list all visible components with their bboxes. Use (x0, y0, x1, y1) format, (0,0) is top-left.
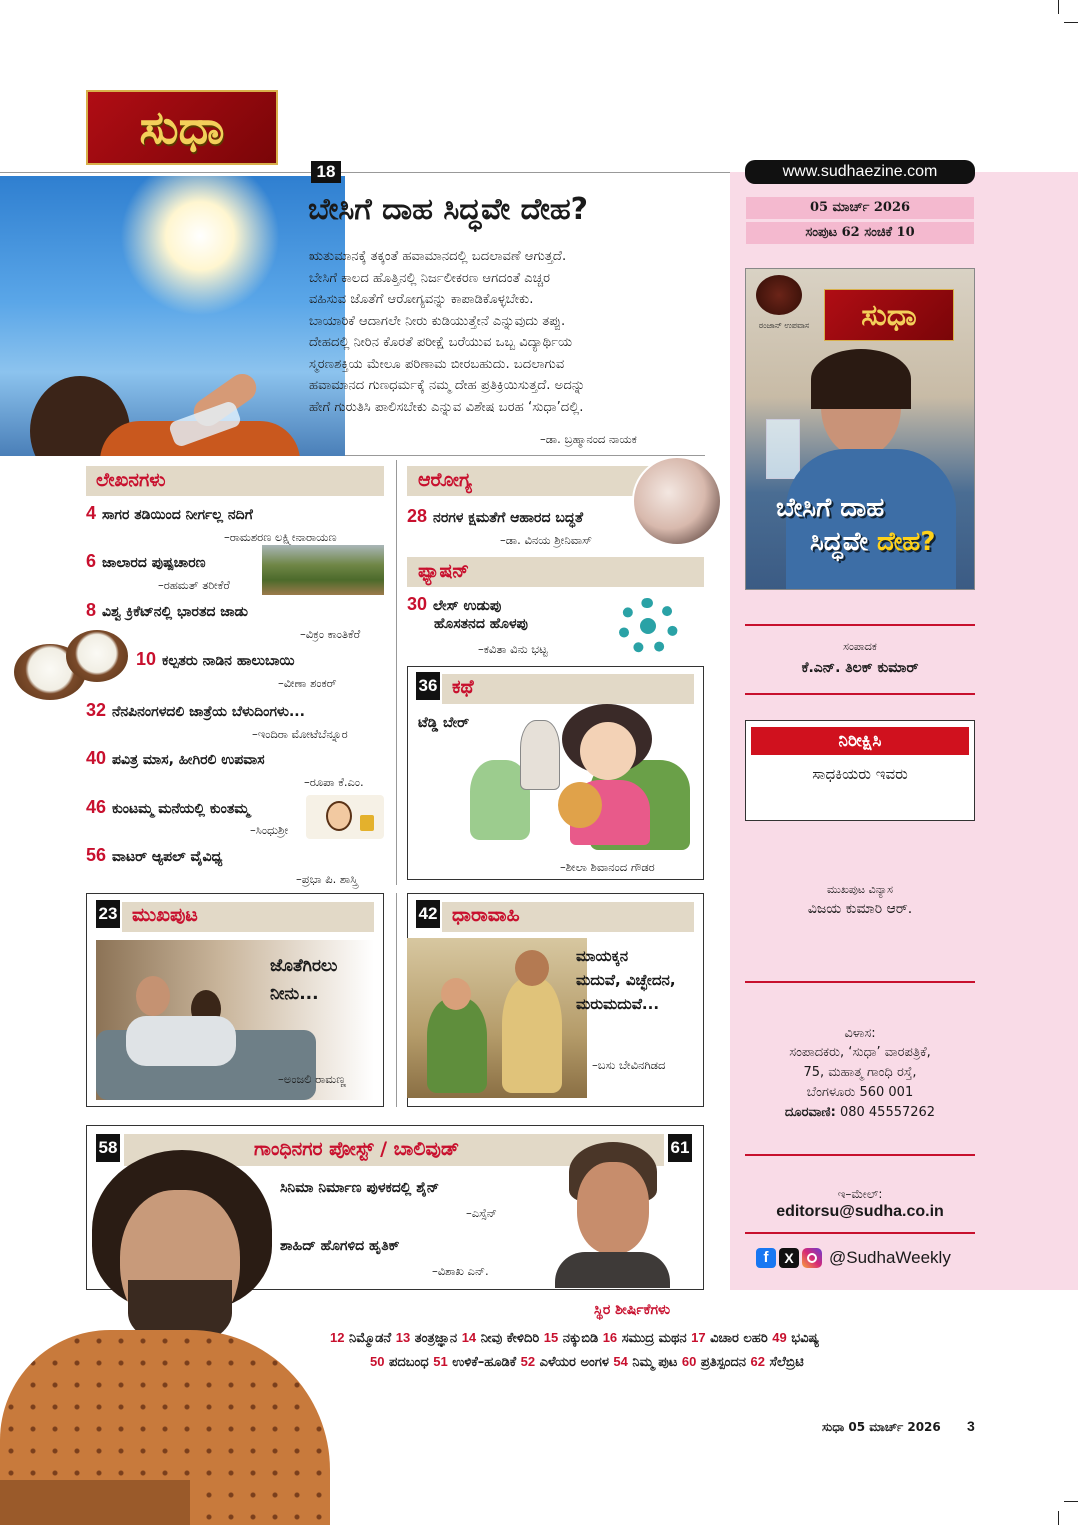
article-author: –ರೂಪಾ ಕೆ.ಎಂ. (304, 775, 364, 789)
upcoming-title: ನಿರೀಕ್ಷಿಸಿ (751, 727, 969, 755)
cover-headline-2a: ಸಿದ್ಧವೇ (810, 527, 877, 557)
article-author: –ಎಸ್ಸೆನ್ (466, 1206, 497, 1220)
crop-mark (1058, 1511, 1059, 1525)
page-number: 6 (86, 551, 97, 571)
page-number: 28 (407, 506, 428, 526)
crop-mark (1064, 22, 1078, 23)
page-number: 56 (86, 845, 107, 865)
cinema-item[interactable]: ಸಿನಿಮಾ ನಿರ್ಮಾಣ ಪುಳಕದಲ್ಲಿ ಶೈನ್ (280, 1180, 440, 1196)
regular-item[interactable]: 60 ಪ್ರತಿಸ್ಪಂದನ (681, 1354, 747, 1370)
man-face (515, 950, 549, 986)
serial-title-line: ಮದುವೆ, ವಿಚ್ಛೇದನ, (576, 971, 676, 989)
lace-center (640, 618, 656, 634)
article-item[interactable] (86, 551, 206, 572)
issue-date: 05 ಮಾರ್ಚ್ 2026 (746, 197, 974, 219)
regular-item[interactable]: 16 ಸಮುದ್ರ ಮಥನ (602, 1330, 687, 1346)
design-name: ವಿಜಯ ಕುಮಾರಿ ಆರ್. (807, 901, 913, 917)
article-author: –ಡಾ. ವಿನಯ ಶ್ರೀನಿವಾಸ್ (500, 533, 593, 547)
article-author: –ವಿಶಾಖ ಎನ್. (432, 1264, 489, 1278)
issue-volume: ಸಂಪುಟ 62 ಸಂಚಿಕೆ 10 (746, 222, 974, 244)
page-number: 4 (86, 503, 97, 523)
cinema-item[interactable]: ಶಾಹಿದ್ ಹೊಗಳಿದ ಹೃತಿಕ್ (280, 1238, 400, 1254)
cover-thumbnail[interactable] (745, 268, 975, 590)
lead-body-line: ವಹಿಸುವ ಜೊತೆಗೆ ಆರೋಗ್ಯವನ್ನು ಕಾಪಾಡಿಕೊಳ್ಳಬೇಕು. (309, 292, 534, 307)
email-label: ಇ–ಮೇಲ್: (837, 1187, 883, 1201)
regular-item[interactable]: 14 ನೀವು ಕೇಳಿದಿರಿ (461, 1330, 540, 1346)
lead-page-number: 18 (311, 161, 341, 183)
article-item[interactable] (86, 845, 222, 866)
sidebar-rule (745, 693, 975, 695)
fashion-article[interactable] (407, 594, 501, 615)
website-url[interactable]: www.sudhaezine.com (745, 160, 975, 184)
serial-title-line: ಮಾಯಕ್ಕನ (576, 947, 629, 965)
lead-body-line: ಬಾಯಾರಿಕೆ ಆದಾಗಲೇ ನೀರು ಕುಡಿಯುತ್ತೇನೆ ಎನ್ನುವುದು ತಪ್ಪು. (309, 313, 566, 329)
crop-mark (1064, 1501, 1078, 1502)
sidebar-rule (745, 624, 975, 626)
upcoming-text: ಸಾಧಕಿಯರು ಇವರು (812, 765, 908, 783)
sidebar-rule (745, 1154, 975, 1156)
x-icon[interactable]: X (779, 1248, 799, 1268)
instagram-icon[interactable] (802, 1248, 822, 1268)
footer-page-number: 3 (967, 1418, 975, 1434)
article-title: ವಾಟರ್ ಆ್ಯಪಲ್ ವೈವಿಧ್ಯ (112, 849, 223, 865)
cover-story-title[interactable] (270, 952, 337, 1008)
regulars-heading: ಸ್ಥಿರ ಶೀರ್ಷಿಕೆಗಳು (594, 1302, 671, 1318)
hero-photo (0, 176, 345, 456)
health-heading: ಆರೋಗ್ಯ (418, 469, 472, 491)
article-item[interactable] (86, 797, 249, 818)
story-illustration (440, 700, 695, 850)
sidebar-rule (745, 981, 975, 983)
footer-text: ಸುಧಾ 05 ಮಾರ್ಚ್ 2026 (822, 1420, 941, 1434)
sun-glare (120, 176, 280, 316)
fashion-article-line2: ಹೊಸತನದ ಹೊಳಪು (434, 616, 528, 632)
serial-title[interactable] (576, 944, 676, 1016)
article-item[interactable] (86, 503, 253, 524)
page-number: 30 (407, 594, 428, 614)
page-number: 8 (86, 600, 97, 620)
article-title: ಕುಂಟಮ್ಮ ಮನೆಯಲ್ಲಿ ಕುಂತಮ್ಮ (112, 801, 250, 817)
cartoon-face (326, 801, 352, 831)
article-author: –ಇಂದಿರಾ ಮೋಟೆಬೆನ್ನೂರ (252, 727, 348, 741)
regular-item[interactable]: 17 ವಿಚಾರ ಲಹರಿ (691, 1330, 768, 1346)
story-page-number: 36 (416, 672, 440, 700)
cover-story-title-line: ನೀನು... (270, 984, 319, 1004)
regular-item[interactable]: 51 ಉಳಿಕೆ–ಹೂಡಿಕೆ (433, 1354, 517, 1370)
cartoon-cup (360, 815, 374, 831)
lead-body-line: ಸ್ಮರಣಶಕ್ತಿಯ ಮೇಲೂ ಪರಿಣಾಮ ಬೀರಬಹುದು. ಬದಲಾಗುವ (309, 356, 565, 372)
cover-story-title-line: ಜೊತೆಗಿರಲು (270, 956, 338, 976)
page-number: 40 (86, 748, 107, 768)
article-author: –ರಾಮಶರಣ ಲಕ್ಷ್ಮೀನಾರಾಯಣ (224, 530, 337, 544)
article-author: –ರಹಮತ್ ತರೀಕೆರೆ (158, 578, 230, 592)
article-item[interactable] (86, 600, 248, 621)
cover-badge: ರಂಜಾನ್ ಉಪವಾಸ (758, 321, 810, 330)
cover-story-heading: ಮುಖಪುಟ (132, 904, 198, 926)
lead-body-line: ದೇಹದಲ್ಲಿ ನೀರಿನ ಕೊರತೆ ಪರೀಕ್ಷೆ ಬರೆಯುವ ಒಬ್ಬ ವಿದ್ಯಾರ್ಥಿಯ (309, 335, 573, 350)
woman-face (580, 722, 636, 780)
health-article[interactable] (407, 506, 583, 527)
cover-story-page-number: 23 (96, 900, 120, 928)
article-item[interactable] (136, 649, 295, 670)
serial-title-line: ಮರುಮದುವೆ... (576, 995, 660, 1013)
regular-item[interactable]: 62 ಸೆಲೆಬ್ರಿಟಿ (750, 1354, 804, 1370)
page-number: 10 (136, 649, 157, 669)
cartoon-thumbnail (306, 795, 384, 839)
cinema-page-left: 58 (96, 1134, 120, 1162)
man-figure (502, 978, 562, 1093)
social-handle[interactable]: @SudhaWeekly (829, 1248, 951, 1267)
article-title: ಕಲ್ಪತರು ನಾಡಿನ ಹಾಲುಬಾಯಿ (162, 653, 295, 669)
address-label: ವಿಳಾಸ: (844, 1026, 876, 1041)
phone-number: 080 45557262 (839, 1105, 936, 1120)
column-divider (396, 893, 397, 1107)
page-number: 32 (86, 700, 107, 720)
cover-woman-hair (811, 349, 911, 409)
logo-text: ಸುಧಾ (139, 99, 225, 154)
story-heading: ಕಥೆ (452, 676, 474, 698)
face (577, 1162, 649, 1254)
address-line: ಸಂಪಾದಕರು, ‘ಸುಧಾ’ ವಾರಪತ್ರಿಕೆ, (789, 1045, 931, 1060)
article-title: ಸಾಗರ ತಡಿಯಿಂದ ನೀರ್ಗಲ್ಲ ನದಿಗೆ (102, 507, 253, 523)
lead-body-line: ಹೇಗೆ ಗುರುತಿಸಿ ಪಾಲಿಸಬೇಕು ಎನ್ನುವ ವಿಶೇಷ ಬರಹ ‘ಸುಧಾ’ದಲ್ಲಿ. (309, 399, 584, 415)
crop-mark (1058, 0, 1059, 14)
coconut-image (14, 628, 134, 704)
lead-rule (345, 455, 705, 456)
man-figure (520, 720, 560, 790)
cover-headline-2b: ದೇಹ? (876, 527, 936, 557)
address-line: 75, ಮಹಾತ್ಮ ಗಾಂಧಿ ರಸ್ತೆ, (803, 1065, 917, 1080)
masthead-rule (0, 172, 745, 173)
regular-item[interactable]: 49 ಭವಿಷ್ಯ (772, 1330, 820, 1346)
articles-heading: ಲೇಖನಗಳು (96, 469, 166, 491)
serial-heading: ಧಾರಾವಾಹಿ (452, 904, 520, 926)
masthead-logo (86, 90, 278, 165)
hrithik-photo (555, 1142, 670, 1288)
regulars-line-1 (330, 1330, 1070, 1346)
cover-headline-1: ಬೇಸಿಗೆ ದಾಹ (776, 493, 885, 523)
lace-image (598, 588, 698, 664)
regular-item[interactable]: 12 ನಿಮ್ಮೊಡನೆ (330, 1330, 392, 1346)
story-title[interactable]: ಟೆಡ್ಡಿ ಬೇರ್ (418, 715, 470, 731)
regular-item[interactable]: 50 ಪದಬಂಧ (370, 1354, 429, 1370)
article-title: ನರಗಳ ಕ್ಷಮತೆಗೆ ಆಹಾರದ ಬದ್ಧತೆ (433, 510, 584, 526)
lead-title[interactable]: ಬೇಸಿಗೆ ದಾಹ ಸಿದ್ಧವೇ ದೇಹ? (308, 192, 589, 227)
cover-glass (766, 419, 800, 479)
facebook-icon[interactable]: f (756, 1248, 776, 1268)
article-item[interactable] (86, 748, 265, 769)
serial-page-number: 42 (416, 900, 440, 928)
article-author: –ವಿಕ್ರಂ ಕಾಂತಿಕೆರೆ (300, 627, 361, 641)
actor-portrait (0, 1150, 330, 1525)
article-author: –ಸಿಂಧುಶ್ರೀ (250, 823, 289, 837)
lead-body (309, 246, 709, 418)
page-number: 46 (86, 797, 107, 817)
lead-body-line: ಋತುಮಾನಕ್ಕೆ ತಕ್ಕಂತೆ ಹವಾಮಾನದಲ್ಲಿ ಬದಲಾವಣೆ ಆಗುತ್ತದೆ. (309, 249, 567, 264)
woman-figure (427, 998, 487, 1093)
article-author: –ವೀಣಾ ಶಂಕರ್ (278, 676, 337, 690)
article-title: ಪವಿತ್ರ ಮಾಸ, ಹೀಗಿರಲಿ ಉಪವಾಸ (112, 752, 265, 768)
phone-line (745, 1105, 975, 1120)
woman-face (441, 978, 471, 1010)
lead-body-line: ಹವಾಮಾನದ ಗುಣಧರ್ಮಕ್ಕೆ ನಮ್ಮ ದೇಹ ಪ್ರತಿಕ್ರಿಯಿಸುತ್ತದೆ. ಅದನ್ನು (309, 378, 586, 393)
column-divider (396, 460, 397, 885)
design-label: ಮುಖಪುಟ ವಿನ್ಯಾಸ (826, 883, 894, 896)
article-title: ವಿಶ್ವ ಕ್ರಿಕೆಟ್‌ನಲ್ಲಿ ಭಾರತದ ಜಾಡು (102, 604, 249, 620)
fashion-heading: ಫ್ಯಾಷನ್ (418, 560, 470, 582)
regular-item[interactable]: 54 ನಿಮ್ಮ ಪುಟ (613, 1354, 678, 1370)
lead-body-line: ಬೇಸಿಗೆ ಕಾಲದ ಹೊತ್ತಿನಲ್ಲಿ ನಿರ್ಜಲೀಕರಣ ಆಗದಂತೆ ಎಚ್ಚರ (309, 270, 551, 286)
article-title: ಜಾಲಾರದ ಪುಷ್ಪಚಾರಣ (102, 555, 206, 571)
editor-name: ಕೆ.ಎನ್. ತಿಲಕ್ ಕುಮಾರ್ (801, 660, 919, 676)
cinema-heading: ಗಾಂಧಿನಗರ ಪೋಸ್ಟ್ / ಬಾಲಿವುಡ್ (254, 1138, 460, 1160)
cover-logo (824, 289, 954, 341)
cover-logo-text: ಸುಧಾ (861, 297, 917, 333)
forest-thumbnail (262, 545, 384, 595)
editor-label: ಸಂಪಾದಕ (843, 640, 877, 653)
article-author: –ಪ್ರಭಾ ಪಿ. ಶಾಸ್ತ್ರಿ (296, 872, 358, 886)
regular-item[interactable]: 15 ನಕ್ಕುಬಿಡಿ (543, 1330, 599, 1346)
actor-table (0, 1480, 190, 1525)
article-title: ನೆನಪಿನಂಗಳದಲಿ ಜಾತ್ರೆಯ ಬೆಳುದಿಂಗಳು... (112, 704, 305, 720)
cover-headline-2 (810, 527, 935, 558)
coconut-half (66, 630, 128, 682)
health-photo (632, 456, 722, 546)
email-address[interactable]: editorsu@sudha.co.in (776, 1203, 944, 1220)
couple-body (126, 1016, 236, 1066)
regulars-line-2 (370, 1354, 1070, 1370)
man-head (136, 976, 170, 1016)
phone-label: ದೂರವಾಣಿ: (784, 1105, 836, 1120)
lead-author: –ಡಾ. ಬ್ರಹ್ಮಾನಂದ ನಾಯಕ (540, 432, 637, 446)
article-author: –ಅಂಜಲಿ ರಾಮಣ್ಣ (278, 1072, 346, 1086)
address-line: ಬೆಂಗಳೂರು 560 001 (806, 1085, 914, 1100)
article-author: –ಶೀಲಾ ಶಿವಾನಂದ ಗೌಡರ (560, 860, 655, 874)
social-row (756, 1248, 951, 1268)
serial-illustration (407, 938, 587, 1098)
cover-dates-bowl (756, 275, 802, 315)
regular-item[interactable]: 13 ತಂತ್ರಜ್ಞಾನ (395, 1330, 458, 1346)
regular-item[interactable]: 52 ಎಳೆಯರ ಅಂಗಳ (520, 1354, 609, 1370)
teddy-bear (558, 782, 602, 828)
cinema-page-right: 61 (668, 1134, 692, 1162)
article-author: –ಕವಿತಾ ವಿನು ಭಟ್ಟ (478, 642, 548, 656)
shirt (555, 1252, 670, 1288)
article-title: ಲೇಸ್ ಉಡುಪು (433, 598, 502, 614)
article-author: –ಬಸು ಬೇವಿನಗಿಡದ (592, 1058, 666, 1072)
sidebar-rule (745, 1232, 975, 1234)
article-item[interactable] (86, 700, 305, 721)
